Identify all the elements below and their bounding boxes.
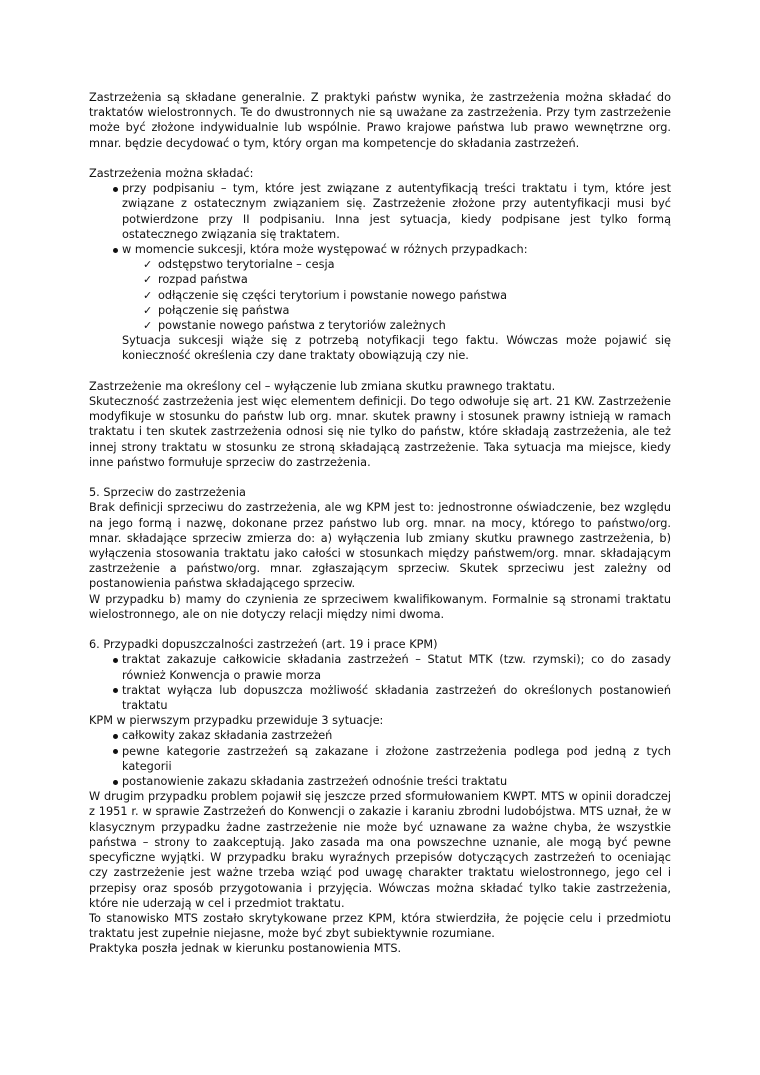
bullet-dot-icon [113, 652, 123, 667]
document-page [89, 90, 671, 957]
paragraph-reservation-purpose: Zastrzeżenie ma określony cel – wyłączenie lub zmiana skutku prawnego traktatu. [89, 379, 556, 393]
paragraph-reservations-general: Zastrzeżenia są składane generalnie. Z praktyki państw wynika, że zastrzeżenia można składać do traktatów wielostronnych. Te do dwustronnych nie są uważane za zastrzeżenia. Przy tym zastrzeżenie może być złożone indywidualnie lub wspólnie. Prawo krajowe państwa lub prawo wewnętrzne org. mnar. będzie decydować o tym, który organ ma kompetencje do składania zastrzeżeń. [89, 91, 671, 150]
bullet-dot-icon [113, 242, 123, 257]
paragraph-succession-note: Sytuacja sukcesji wiąże się z potrzebą notyfikacji tego faktu. Wówczas może pojawić się konieczność określenia czy dane traktaty obowiązują czy nie. [122, 334, 671, 363]
list-item: ✓ odstępstwo terytorialne – cesja [143, 258, 335, 272]
list-item: traktat wyłącza lub dopuszcza możliwość składania zastrzeżeń do określonych postanowień traktatu [89, 683, 671, 713]
paragraph-qualified-objection: W przypadku b) mamy do czynienia ze sprzeciwem kwalifikowanym. Formalnie są stronami traktatu wielostronnego, ale on nie dotyczy relacji między nimi dwoma. [89, 592, 671, 621]
checkmark-icon: ✓ [143, 273, 153, 287]
section-heading-objection: 5. Sprzeciw do zastrzeżenia [89, 486, 246, 500]
list-item: przy podpisaniu – tym, które jest związane z autentyfikacją treści traktatu i tym, które jest związane z ostatecznym związaniem się. Zastrzeżenie złożone przy autentyfikacji musi być potwierdzone przy II podpisaniu. Inna jest sytuacja, kiedy podpisane jest tylko formą ostatecznego związania się traktatem. [89, 181, 671, 242]
bullet-dot-icon [113, 744, 123, 759]
paragraph-reservations-when-intro: Zastrzeżenia można składać: [89, 167, 254, 180]
checkmark-icon: ✓ [143, 288, 153, 302]
admissibility-cases-list [89, 652, 671, 713]
paragraph-practice-conclusion: Praktyka poszła jednak w kierunku postanowienia MTS. [89, 942, 402, 956]
list-item: traktat zakazuje całkowicie składania zastrzeżeń – Statut MTK (tzw. rzymski); co do zasady również Konwencja o prawie morza [89, 652, 671, 682]
paragraph-objection-definition: Brak definicji sprzeciwu do zastrzeżenia, ale wg KPM jest to: jednostronne oświadczenie, bez względu na jego formą i nazwę, dokonane przez państwo lub org. mnar. na mocy, którego to państwo/org. mnar. składające sprzeciw zmierza do: a) wyłączenia lub zmiany skutku prawnego zastrzeżenia, b) wyłączenia stosowania traktatu jako całości w stosunkach między państwem/org. mnar. składającym zastrzeżenie a państwo/org. mnar. zgłaszającym sprzeciw. Skutek sprzeciwu jest zależny od postanowienia państwa składającego sprzeciw. [89, 501, 671, 591]
list-item: postanowienie zakazu składania zastrzeżeń odnośnie treści traktatu [89, 774, 671, 789]
list-item: ✓ powstanie nowego państwa z terytoriów zależnych [143, 319, 446, 333]
succession-cases-list [122, 257, 671, 333]
bullet-dot-icon [113, 683, 123, 698]
bullet-dot-icon [113, 774, 123, 789]
paragraph-second-case: W drugim przypadku problem pojawił się jeszcze przed sformułowaniem KWPT. MTS w opinii doradczej z 1951 r. w sprawie Zastrzeżeń do Konwencji o zakazie i karaniu zbrodni ludobójstwa. MTS uznał, że w klasycznym przypadku żadne zastrzeżenie nie może być uznawane za ważne chyba, że wszystkie państwa – strony to zaakceptują. Jako zasada ma ona powszechne uznanie, ale mogą być pewne specyficzne wyjątki. W przypadku braku wyraźnych przepisów dotyczących zastrzeżeń to oceniając czy zastrzeżenie jest ważne trzeba wziąć pod uwagę charakter traktatu wielostronnego, jego cel i przepisy oraz sposób przygotowania i przyjęcia. Wówczas można składać tylko takie zastrzeżenia, które nie uderzają w cel i przedmiot traktatu. [89, 790, 671, 910]
list-item: ✓ odłączenie się części terytorium i powstanie nowego państwa [143, 288, 508, 302]
section-heading-admissibility: 6. Przypadki dopuszczalności zastrzeżeń (art. 19 i prace KPM) [89, 638, 438, 652]
list-item: pewne kategorie zastrzeżeń są zakazane i złożone zastrzeżenia podlega pod jedną z tych kategorii [89, 744, 671, 774]
list-item: w momencie sukcesji, która może występować w różnych przypadkach: ✓ odstępstwo terytorialne – cesja ✓ rozpad państwa ✓ odłączenie się części terytorium i powstanie nowego państwa ✓ połączenie się państwa ✓ powstanie nowego państwa z terytoriów zależnych [89, 242, 671, 333]
bullet-dot-icon [113, 181, 123, 196]
list-item: całkowity zakaz składania zastrzeżeń [89, 728, 671, 743]
paragraph-kpm-criticism: To stanowisko MTS zostało skrytykowane przez KPM, która stwierdziła, że pojęcie celu i przedmiotu traktatu jest zupełnie niejasne, może być zbyt subiektywnie rozumiane. [89, 911, 671, 941]
paragraph-reservation-effectiveness: Skuteczność zastrzeżenia jest więc elementem definicji. Do tego odwołuje się art. 21 KW. Zastrzeżenie modyfikuje w stosunku do państw lub org. mnar. skutek prawny i stosunek prawny istnieją w ramach traktatu i ten skutek zastrzeżenia odnosi się nie tylko do państw, które składają zastrzeżenia, ale też innej strony traktatu w stosunku ze stroną składającą zastrzeżenie. Taka sytuacja ma miejsce, kiedy inne państwo formułuje sprzeciw do zastrzeżenia. [89, 395, 671, 469]
list-item: ✓ rozpad państwa [143, 273, 248, 287]
checkmark-icon: ✓ [143, 303, 153, 317]
checkmark-icon: ✓ [143, 319, 153, 333]
reservations-when-list [89, 181, 671, 333]
kpm-situations-list [89, 728, 671, 789]
checkmark-icon: ✓ [143, 258, 153, 272]
list-item: ✓ połączenie się państwa [143, 303, 290, 317]
bullet-dot-icon [113, 728, 123, 743]
paragraph-kpm-intro: KPM w pierwszym przypadku przewiduje 3 sytuacje: [89, 714, 384, 728]
